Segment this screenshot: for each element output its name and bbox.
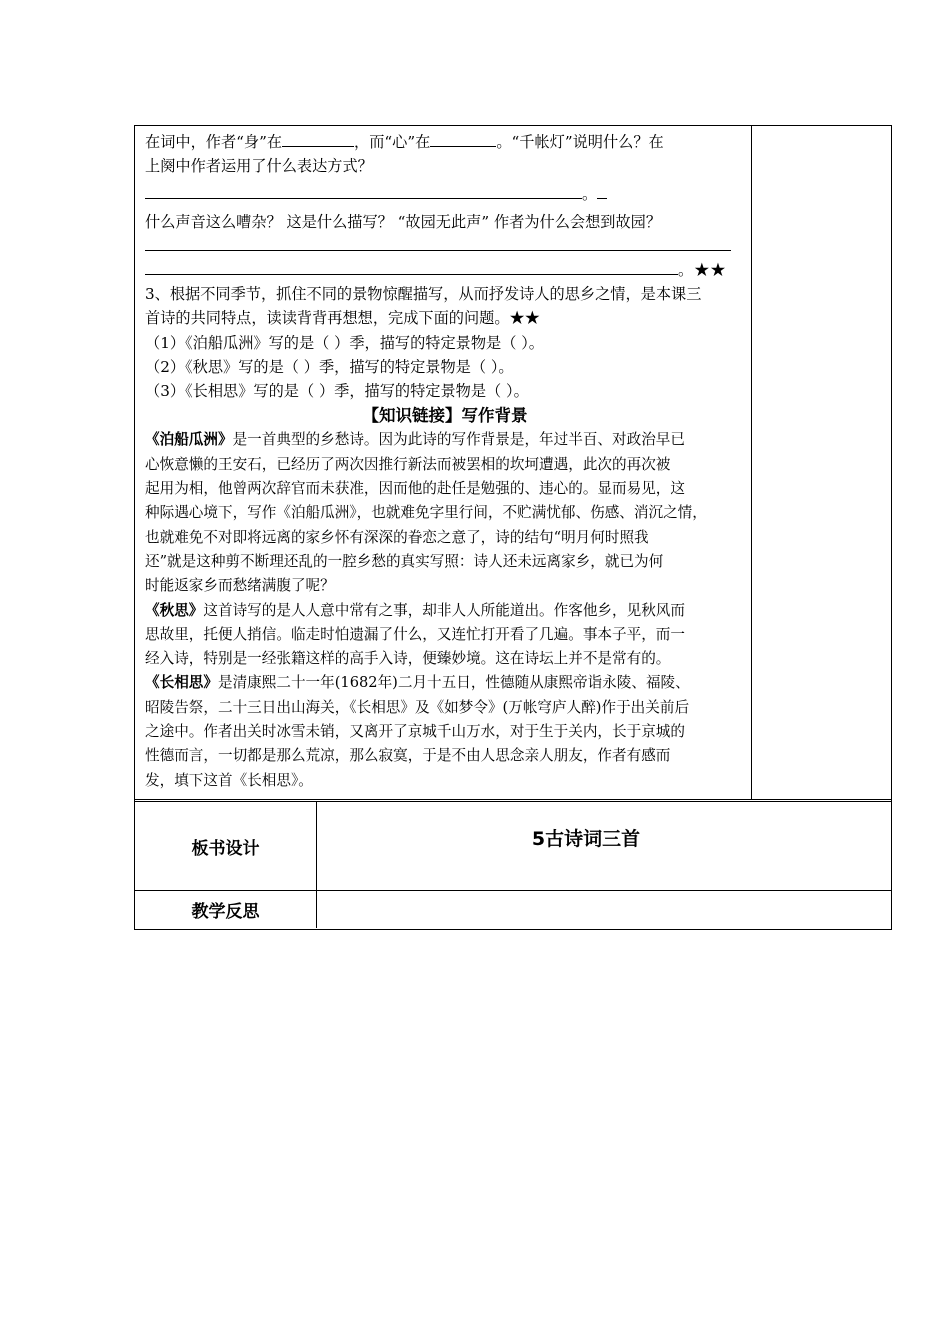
question-3-item-3: （3）《长相思》写的是（ ）季，描写的特定景物是（ ）。 — [145, 382, 529, 401]
poem-title: 《秋思》 — [145, 601, 204, 619]
question-line-2: 上阕中作者运用了什么表达方式？ — [145, 157, 373, 176]
background-paragraph-3: 《长相思》是清康熙二十一年(1682年)二月十五日，性德随从康熙帝诣永陵、福陵、 昭陵告祭，二十三日出山海关，《长相思》及《如梦令》(万帐穹庐人醉)作于出关前后 之途中。作者出关时冰雪未销，又离开了京城千山万水，对于生于关内，长于京城的 性德而言，一切都是那么荒凉，那么寂寞，于是不由人思念亲人朋友，作者有感而 发，填下这首《长相思》。 — [145, 674, 690, 789]
poem-title: 《长相思》 — [145, 674, 218, 692]
background-paragraph-2: 《秋思》这首诗写的是人人意中常有之事，却非人人所能道出。作客他乡，见秋风而 思故里，托便人捎信。临走时怕遗漏了什么，又连忙打开看了几遍。事本子平，而一 经入诗，特别是一经张籍这样的高手入诗，便臻妙境。这在诗坛上并不是常有的。 — [145, 601, 685, 668]
question-3-item-2: （2）《秋思》写的是（ ）季，描写的特定景物是（ ）。 — [145, 357, 514, 376]
answer-rule[interactable] — [145, 182, 582, 199]
answer-blank[interactable] — [430, 130, 496, 147]
notes-cell — [752, 126, 891, 800]
answer-rule[interactable] — [145, 234, 731, 251]
question-3-item-1: （1）《泊船瓜洲》写的是（ ）季，描写的特定景物是（ ）。 — [145, 333, 544, 352]
question-3-line-1: 3、根据不同季节，抓住不同的景物惊醒描写，从而抒发诗人的思乡之情，是本课三 — [145, 285, 702, 304]
answer-blank[interactable] — [282, 130, 354, 147]
question-line-4: 什么声音这么嘈杂？ 这是什么描写？ “故园无此声” 作者为什么会想到故园？ — [145, 212, 662, 231]
poem-title: 《泊船瓜洲》 — [145, 431, 233, 449]
exercise-cell — [135, 126, 752, 800]
answer-line: 。 — [145, 182, 745, 206]
answer-line: 。★★ — [145, 258, 745, 282]
teaching-reflection-label: 教学反思 — [135, 891, 317, 928]
board-design-label: 板书设计 — [135, 802, 317, 890]
background-paragraph-1: 《泊船瓜洲》是一首典型的乡愁诗。因为此诗的写作背景是，年过半百、对政治早已 心恢意懒的王安石，已经历了两次因推行新法而被罢相的坎坷遭遇，此次的再次被 起用为相，他曾两次辞官而未获准，因而他的赴任是勉强的、违心的。显而易见，这 种际遇心境下，写作《泊船瓜洲》，也就难免字里行间，不贮满忧郁、伤感、消沉之情， 也就难免不对即将远离的家乡怀有深深的眷恋之意了，诗的结句“明月何时照我 还”就是这种剪不断理还乱的一腔乡愁的真实写照：诗人还未远离家乡，就已为何 时能返家乡而愁绪满腹了呢？ — [145, 431, 707, 595]
board-title: 5古诗词三首 — [531, 828, 641, 850]
answer-line — [145, 234, 745, 258]
knowledge-link-title: 【知识链接】写作背景 — [362, 406, 528, 426]
answer-rule[interactable] — [145, 258, 678, 275]
question-3-line-2: 首诗的共同特点，读读背背再想想，完成下面的问题。★★ — [145, 309, 540, 328]
question-line-1: 在词中，作者“身”在 ，而“心”在 。“千帐灯”说明什么？在 — [145, 130, 745, 154]
board-design-cell — [317, 802, 891, 890]
teaching-reflection-cell[interactable] — [317, 891, 891, 928]
lesson-plan-table — [134, 125, 892, 930]
answer-rule-tail — [597, 182, 607, 199]
